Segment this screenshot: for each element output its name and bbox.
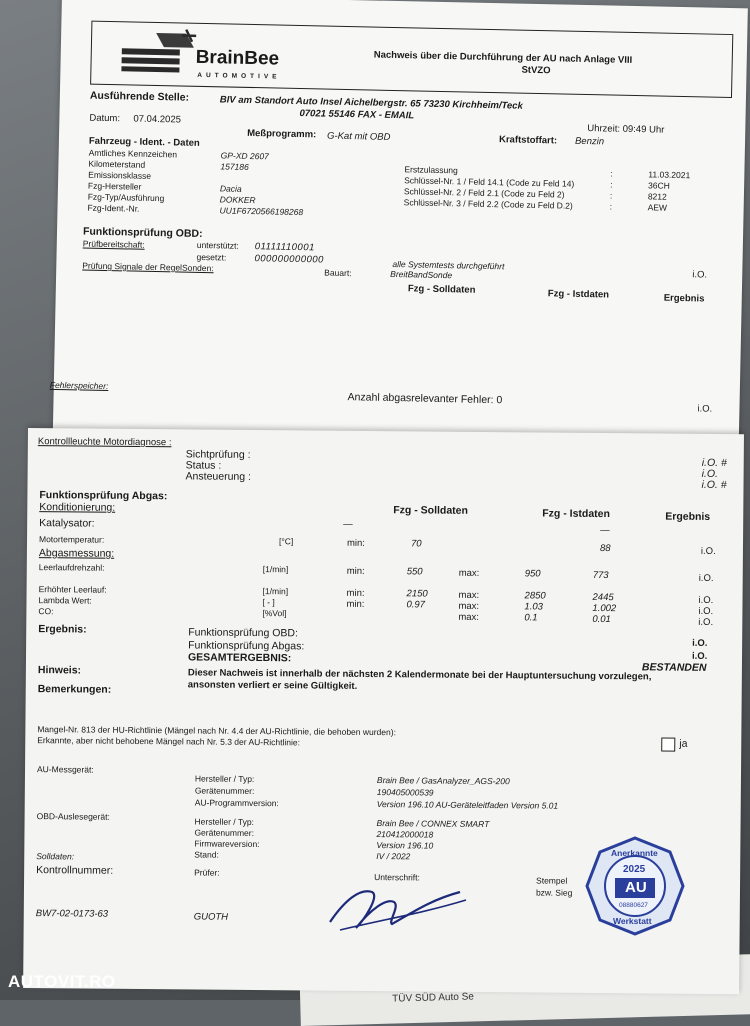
stempel-label: Stempel bbox=[536, 875, 567, 886]
obd-device-field-value: Version 196.10 bbox=[376, 840, 433, 851]
program-label: Meßprogramm: bbox=[247, 128, 316, 140]
vehicle-key-colon: : bbox=[610, 191, 613, 202]
exhaust-row-max: 1.03 bbox=[524, 601, 543, 612]
exhaust-title: Funktionsprüfung Abgas: bbox=[39, 490, 167, 502]
readiness-label: Prüfbereitschaft: bbox=[83, 238, 145, 250]
au-device-field-value: 190405000539 bbox=[377, 787, 434, 798]
exhaust-row-unit: [ - ] bbox=[262, 597, 274, 608]
bzw-label: bzw. Sieg bbox=[536, 887, 572, 898]
katalysator-label: Katalysator: bbox=[39, 518, 95, 529]
kontroll-value: BW7-02-0173-63 bbox=[36, 908, 108, 920]
vehicle-field-label: Fzg-Typ/Ausführung bbox=[88, 192, 165, 205]
stamp-top-text: Anerkannte bbox=[611, 848, 658, 859]
brand-name: BrainBee bbox=[195, 48, 279, 70]
mil-row-label: Sichtprüfung : bbox=[186, 449, 251, 461]
doc-title-2: StVZO bbox=[521, 65, 550, 77]
motortemp-result: i.O. bbox=[701, 546, 716, 557]
result-obd-label: Funktionsprüfung OBD: bbox=[188, 627, 298, 639]
exhaust-row-result: i.O. bbox=[698, 606, 713, 617]
au-stamp bbox=[585, 836, 685, 936]
station-phone: 07021 55146 FAX - EMAIL bbox=[299, 108, 414, 121]
obd-device-field-label: Gerätenummer: bbox=[194, 827, 254, 839]
exhaust-col-soll: Fzg - Solldaten bbox=[393, 505, 468, 517]
exhaust-row-max-label: max: bbox=[459, 590, 480, 601]
vehicle-field-value: GP-XD 2607 bbox=[221, 150, 269, 162]
vehicle-field-value: DOKKER bbox=[220, 194, 256, 206]
vehicle-field-value: 157186 bbox=[220, 161, 249, 173]
mil-title: Kontrollleuchte Motordiagnose : bbox=[38, 436, 172, 448]
watermark: AUTOVIT.RO bbox=[8, 972, 116, 992]
vehicle-key-colon: : bbox=[610, 180, 613, 191]
exhaust-row-min: 2150 bbox=[407, 588, 428, 599]
exhaust-row-label: Leerlaufdrehzahl: bbox=[39, 562, 105, 574]
obd-device-field-value: Brain Bee / CONNEX SMART bbox=[377, 818, 490, 830]
fault-count: Anzahl abgasrelevanter Fehler: 0 bbox=[347, 392, 502, 406]
mil-row-result: i.O. # bbox=[702, 458, 727, 469]
solldaten-label: Solldaten: bbox=[36, 851, 74, 862]
mil-row-result: i.O. # bbox=[701, 480, 726, 491]
hinweis-label: Hinweis: bbox=[38, 665, 81, 676]
exhaust-row-max-label: max: bbox=[458, 601, 479, 612]
exhaust-row-unit: [1/min] bbox=[263, 586, 289, 597]
exhaust-row-result: i.O. bbox=[698, 617, 713, 628]
signature-mark bbox=[320, 870, 470, 940]
gesamt-result: BESTANDEN bbox=[642, 662, 707, 674]
program-value: G-Kat mit OBD bbox=[327, 131, 391, 143]
date-label: Datum: bbox=[89, 113, 120, 125]
ergebnis-label: Ergebnis: bbox=[38, 624, 87, 635]
stamp-bottom-text: Werkstatt bbox=[613, 916, 652, 927]
exhaust-row-ist: 0.01 bbox=[592, 614, 611, 625]
result-obd-value: i.O. bbox=[692, 638, 707, 649]
exhaust-row-ist: 773 bbox=[593, 570, 609, 581]
obd-title: Funktionsprüfung OBD: bbox=[83, 226, 203, 240]
result-abgas-value: i.O. bbox=[692, 651, 707, 662]
exhaust-row-label: CO: bbox=[38, 606, 53, 617]
vehicle-key-value: AEW bbox=[648, 202, 668, 213]
result-abgas-label: Funktionsprüfung Abgas: bbox=[188, 640, 304, 652]
kat-dash-2: — bbox=[600, 525, 610, 536]
obd-result-2: i.O. bbox=[697, 403, 712, 414]
exhaust-row-max: 2850 bbox=[525, 590, 546, 601]
exhaust-row-min-label: min: bbox=[346, 599, 364, 610]
stamp-year: 2025 bbox=[623, 864, 645, 875]
pruefer-value: GUOTH bbox=[194, 911, 228, 922]
vehicle-field-value: Dacia bbox=[220, 183, 242, 194]
au-device-field-label: Hersteller / Typ: bbox=[195, 773, 254, 785]
maengel-line-2: Erkannte, aber nicht behobene Mängel nach Nr. 5.3 der AU-Richtlinie: bbox=[37, 735, 300, 748]
au-device-field-value: Version 196.10 AU-Geräteleitfaden Version 5.01 bbox=[377, 799, 559, 812]
vehicle-field-label: Fzg-Ident.-Nr. bbox=[87, 203, 139, 215]
stamp-number: 08880627 bbox=[619, 900, 648, 911]
report-page-top bbox=[53, 0, 748, 448]
mil-row-label: Status : bbox=[186, 460, 222, 471]
supported-label: unterstützt: bbox=[197, 240, 239, 252]
maengel-line-1: Mangel-Nr. 813 der HU-Richtlinie (Mängel nach Nr. 4.4 der AU-Richtlinie, die behoben wurden): bbox=[37, 724, 396, 738]
ja-label: ja bbox=[679, 739, 687, 750]
exhaust-row-result: i.O. bbox=[699, 573, 714, 584]
date-value: 07.04.2025 bbox=[133, 114, 181, 126]
station-label: Ausführende Stelle: bbox=[90, 91, 189, 104]
stamp-au: AU bbox=[625, 880, 647, 895]
vehicle-key-label: Schlüssel-Nr. 1 / Feld 14.1 (Code zu Feld 14) bbox=[404, 175, 574, 190]
fuel-value: Benzin bbox=[575, 136, 604, 148]
obd-device-field-label: Firmwareversion: bbox=[194, 838, 259, 850]
obd-device-field-label: Hersteller / Typ: bbox=[195, 816, 254, 828]
au-device-label: AU-Messgerät: bbox=[37, 764, 94, 775]
motortemp-unit: [°C] bbox=[279, 536, 293, 547]
exhaust-row-result: i.O. bbox=[698, 595, 713, 606]
obd-device-field-value: IV / 2022 bbox=[376, 851, 410, 862]
vehicle-key-colon: : bbox=[610, 202, 613, 213]
set-value: 000000000000 bbox=[254, 253, 324, 265]
motortemp-min-label: min: bbox=[347, 538, 365, 549]
vehicle-field-label: Fzg-Hersteller bbox=[88, 181, 142, 193]
exhaust-row-unit: [1/min] bbox=[263, 564, 289, 575]
mil-row-label: Ansteuerung : bbox=[186, 471, 251, 483]
col-ergebnis: Ergebnis bbox=[664, 293, 705, 305]
exhaust-row-unit: [%Vol] bbox=[262, 608, 286, 619]
header-box bbox=[90, 21, 733, 98]
gesamt-label: GESAMTERGEBNIS: bbox=[188, 652, 291, 664]
au-device-field-label: Gerätenummer: bbox=[195, 785, 255, 797]
konditionierung-label: Konditionierung: bbox=[39, 502, 115, 514]
exhaust-row-ist: 1.002 bbox=[592, 603, 616, 614]
obd-result-1: i.O. bbox=[692, 269, 707, 280]
bemerkungen-label: Bemerkungen: bbox=[38, 684, 112, 696]
systemtests-text: alle Systemtests durchgeführt bbox=[392, 259, 504, 272]
exhaust-row-max: 0.1 bbox=[524, 612, 537, 623]
exhaust-row-ist: 2445 bbox=[592, 592, 613, 603]
exhaust-row-label: Lambda Wert: bbox=[38, 595, 91, 606]
vehicle-key-label: Erstzulassung bbox=[404, 164, 458, 176]
doc-title: Nachweis über die Durchführung der AU nach Anlage VIII bbox=[374, 50, 633, 66]
vehicle-section: Fahrzeug - Ident. - Daten bbox=[89, 136, 200, 149]
ja-checkbox[interactable] bbox=[661, 738, 675, 752]
motortemp-min: 70 bbox=[411, 538, 422, 549]
bauart-value: BreitBandSonde bbox=[390, 269, 452, 281]
station-address: BIV am Standort Auto Insel Aichelbergstr. 65 73230 Kirchheim/Teck bbox=[220, 94, 523, 111]
unterschrift-label: Unterschrift: bbox=[374, 872, 420, 883]
exhaust-row-min: 0.97 bbox=[406, 599, 425, 610]
motortemp-label: Motortemperatur: bbox=[39, 534, 104, 546]
vehicle-key-value: 36CH bbox=[648, 180, 670, 191]
mil-row-result: i.O. bbox=[702, 469, 718, 480]
motortemp-ist: 88 bbox=[600, 543, 611, 554]
under-line-3: TÜV SÜD Auto Se bbox=[392, 991, 474, 1004]
exhaust-col-ergebnis: Ergebnis bbox=[665, 512, 710, 523]
exhaust-row-max-label: max: bbox=[458, 612, 479, 623]
time-value: Uhrzeit: 09:49 Uhr bbox=[587, 123, 664, 136]
obd-device-field-label: Stand: bbox=[194, 849, 219, 860]
bauart-label: Bauart: bbox=[324, 268, 352, 280]
col-ist: Fzg - Istdaten bbox=[548, 288, 609, 300]
exhaust-row-min: 550 bbox=[407, 566, 423, 577]
supported-value: 01111110001 bbox=[255, 241, 315, 253]
vehicle-field-value: UU1F6720566198268 bbox=[219, 205, 303, 218]
vehicle-field-label: Kilometerstand bbox=[88, 159, 145, 171]
messung-label: Abgasmessung: bbox=[39, 548, 114, 560]
au-device-field-value: Brain Bee / GasAnalyzer_AGS-200 bbox=[377, 775, 510, 787]
obd-device-label: OBD-Auslesegerät: bbox=[37, 811, 110, 823]
vehicle-field-label: Amtliches Kennzeichen bbox=[89, 148, 178, 161]
vehicle-field-label: Emissionsklasse bbox=[88, 170, 151, 182]
set-label: gesetzt: bbox=[196, 252, 226, 264]
hinweis-line-1: Dieser Nachweis ist innerhalb der nächsten 2 Kalendermonate bei der Hauptuntersuchung vorzulegen, bbox=[188, 667, 652, 682]
kat-dash-1: — bbox=[343, 519, 353, 530]
exhaust-row-min-label: min: bbox=[347, 588, 365, 599]
brainbee-logo-icon bbox=[115, 26, 208, 76]
pruefer-label: Prüfer: bbox=[194, 867, 220, 878]
vehicle-key-label: Schlüssel-Nr. 3 / Feld 2.2 (Code zu Feld D.2) bbox=[404, 197, 573, 212]
signals-label: Prüfung Signale der RegelSonden: bbox=[82, 260, 214, 274]
vehicle-key-label: Schlüssel-Nr. 2 / Feld 2.1 (Code zu Feld 2) bbox=[404, 186, 565, 200]
au-device-field-label: AU-Programmversion: bbox=[195, 797, 279, 809]
vehicle-key-value: 8212 bbox=[648, 191, 667, 202]
vehicle-key-value: 11.03.2021 bbox=[648, 169, 690, 181]
exhaust-col-ist: Fzg - Istdaten bbox=[542, 508, 610, 520]
fehlerspeicher-label: Fehlerspeicher: bbox=[50, 380, 109, 392]
kontroll-label: Kontrollnummer: bbox=[36, 865, 113, 877]
fuel-label: Kraftstoffart: bbox=[499, 134, 557, 146]
exhaust-row-min-label: min: bbox=[347, 566, 365, 577]
brand-sub: AUTOMOTIVE bbox=[197, 70, 280, 83]
vehicle-key-colon: : bbox=[610, 169, 613, 180]
col-soll: Fzg - Solldaten bbox=[408, 283, 476, 295]
hinweis-line-2: ansonsten verliert er seine Gültigkeit. bbox=[188, 679, 358, 691]
exhaust-row-label: Erhöhter Leerlauf: bbox=[39, 584, 107, 596]
exhaust-row-max: 950 bbox=[525, 568, 541, 579]
exhaust-row-max-label: max: bbox=[459, 568, 480, 579]
obd-device-field-value: 210412000018 bbox=[376, 829, 433, 840]
